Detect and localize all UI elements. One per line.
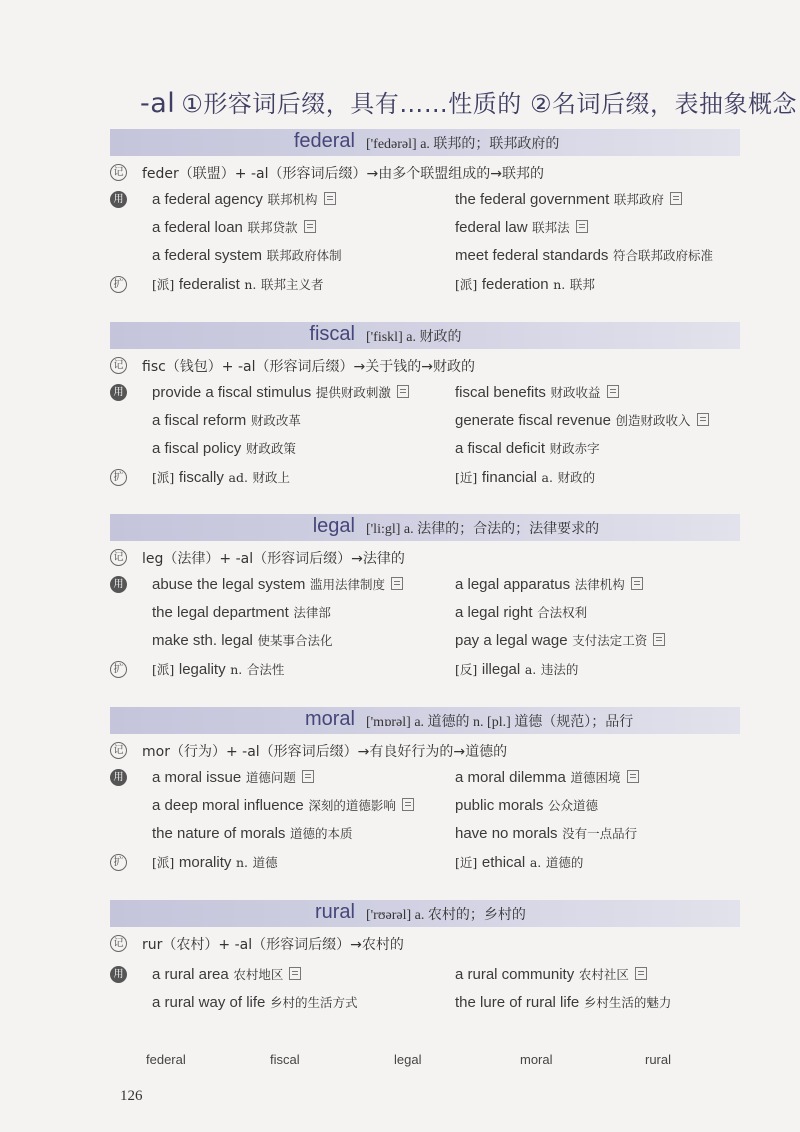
- usage-row: [110, 821, 740, 847]
- extension-tag: [近]: [455, 470, 478, 485]
- title-suffix: -al: [140, 88, 176, 119]
- usage-en: fiscal benefits: [455, 384, 546, 401]
- footer-word: rural: [645, 1052, 672, 1067]
- etymology-row: [110, 353, 740, 379]
- usage-cn: 滥用法律制度: [310, 577, 386, 592]
- usage-cn: 联邦法: [532, 220, 570, 235]
- usage-cn: 联邦政府体制: [266, 248, 342, 263]
- entry-moral: [110, 707, 740, 871]
- footer-word: fiscal: [270, 1052, 300, 1067]
- extension-row: [110, 657, 740, 683]
- usage-cn: 联邦机构: [267, 192, 318, 207]
- usage-en: a rural area: [152, 966, 229, 983]
- usage-en: a rural community: [455, 966, 575, 983]
- usage-item: [152, 824, 353, 842]
- usage-cn: 合法权利: [537, 605, 588, 620]
- extension-pos: a.: [529, 855, 542, 870]
- entry-definition: ['rʊərəl] a. 农村的；乡村的: [366, 908, 526, 923]
- usage-en: a deep moral influence: [152, 797, 304, 814]
- usage-en: a moral dilemma: [455, 769, 566, 786]
- entry-definition: ['fedərəl] a. 联邦的；联邦政府的: [366, 137, 560, 152]
- usage-item: [455, 631, 665, 649]
- usage-en: meet federal standards: [455, 247, 609, 264]
- entry-federal: [110, 129, 740, 293]
- extension-pos: n.: [236, 855, 249, 870]
- usage-cn: 支付法定工资: [572, 633, 648, 648]
- entry-header-bar: [110, 129, 740, 156]
- extension-en: legality: [178, 661, 226, 678]
- usage-cn: 农村地区: [233, 967, 284, 982]
- note-icon: [302, 770, 314, 783]
- extension-pos: n.: [244, 277, 257, 292]
- extension-cn: 合法性: [246, 662, 285, 677]
- usage-en: the legal department: [152, 604, 289, 621]
- usage-row: [110, 187, 740, 213]
- usage-row: [110, 215, 740, 241]
- usage-row: [110, 990, 740, 1016]
- usage-row: [110, 408, 740, 434]
- usage-cn: 财政收益: [550, 385, 601, 400]
- usage-item: [152, 631, 333, 649]
- extension-item: [152, 468, 290, 486]
- usage-en: pay a legal wage: [455, 632, 568, 649]
- etymology-text: rur（农村）+ -al（形容词后缀）→农村的: [142, 937, 404, 953]
- extension-item: [152, 660, 284, 678]
- note-icon: [304, 220, 316, 233]
- extension-item: [455, 660, 578, 678]
- usage-item: [455, 246, 713, 264]
- note-icon: [576, 220, 588, 233]
- usage-cn: 法律部: [293, 605, 331, 620]
- extension-cn: 联邦主义者: [261, 277, 324, 292]
- usage-cn: 财政政策: [245, 441, 296, 456]
- extension-cn: 财政上: [252, 470, 291, 485]
- note-icon: [402, 798, 414, 811]
- usage-cn: 法律机构: [574, 577, 625, 592]
- extension-en: financial: [481, 469, 537, 486]
- entry-word: fiscal: [309, 323, 355, 345]
- entry-legal: [110, 514, 740, 678]
- usage-row: [110, 793, 740, 819]
- usage-en: the federal government: [455, 191, 610, 208]
- extension-tag: [派]: [455, 277, 478, 292]
- note-icon: [289, 967, 301, 980]
- usage-cn: 农村社区: [578, 967, 629, 982]
- entry-definition: ['fiskl] a. 财政的: [366, 330, 462, 345]
- extension-cn: 财政的: [557, 470, 596, 485]
- usage-cn: 联邦贷款: [247, 220, 298, 235]
- usage-en: a moral issue: [152, 769, 242, 786]
- extension-en: illegal: [481, 661, 521, 678]
- title-description: ①形容词后缀，具有……性质的 ②名词后缀，表抽象概念: [181, 90, 797, 118]
- extension-item: [455, 275, 595, 293]
- usage-row: [110, 628, 740, 654]
- entry-word: legal: [312, 515, 355, 537]
- usage-item: [455, 965, 647, 983]
- etymology-row: [110, 738, 740, 764]
- usage-en: abuse the legal system: [152, 576, 306, 593]
- ji-label-icon: 记: [110, 357, 127, 374]
- usage-cn: 财政赤字: [549, 441, 600, 456]
- etymology-text: feder（联盟）+ -al（形容词后缀）→由多个联盟组成的→联邦的: [142, 166, 544, 182]
- usage-item: [152, 190, 336, 208]
- usage-en: a legal apparatus: [455, 576, 571, 593]
- note-icon: [627, 770, 639, 783]
- footer-word: moral: [520, 1052, 553, 1067]
- usage-en: have no morals: [455, 825, 558, 842]
- usage-row: [110, 243, 740, 269]
- usage-item: [152, 796, 414, 814]
- extension-en: federation: [481, 276, 549, 293]
- usage-row: [110, 765, 740, 791]
- note-icon: [397, 385, 409, 398]
- usage-item: [455, 603, 587, 621]
- yong-label-icon: 用: [110, 191, 127, 208]
- entry-word: federal: [293, 130, 355, 152]
- extension-cn: 道德: [252, 855, 278, 870]
- extension-row: [110, 465, 740, 491]
- usage-en: a federal loan: [152, 219, 243, 236]
- usage-cn: 乡村的生活方式: [270, 995, 358, 1010]
- note-icon: [324, 192, 336, 205]
- extension-cn: 联邦: [569, 277, 595, 292]
- usage-en: public morals: [455, 797, 544, 814]
- note-icon: [607, 385, 619, 398]
- etymology-text: fisc（钱包）+ -al（形容词后缀）→关于钱的→财政的: [142, 359, 475, 375]
- usage-cn: 符合联邦政府标准: [613, 248, 714, 263]
- entry-header-bar: [110, 514, 740, 541]
- etymology-text: mor（行为）+ -al（形容词后缀）→有良好行为的→道德的: [142, 744, 508, 760]
- usage-cn: 深刻的道德影响: [308, 798, 396, 813]
- usage-item: [152, 383, 409, 401]
- usage-cn: 道德问题: [245, 770, 296, 785]
- entry-definition: ['mɒrəl] a. 道德的 n. [pl.] 道德（规范）；品行: [366, 715, 634, 730]
- usage-en: a legal right: [455, 604, 533, 621]
- extension-tag: [反]: [455, 662, 478, 677]
- usage-cn: 财政改革: [250, 413, 301, 428]
- kuo-label-icon: 扩: [110, 469, 127, 486]
- yong-label-icon: 用: [110, 576, 127, 593]
- etymology-row: [110, 931, 740, 957]
- usage-en: federal law: [455, 219, 528, 236]
- yong-label-icon: 用: [110, 769, 127, 786]
- usage-en: make sth. legal: [152, 632, 253, 649]
- extension-pos: n.: [230, 662, 243, 677]
- entry-header-bar: [110, 322, 740, 349]
- usage-item: [455, 824, 637, 842]
- usage-row: [110, 600, 740, 626]
- extension-cn: 道德的: [545, 855, 584, 870]
- kuo-label-icon: 扩: [110, 854, 127, 871]
- usage-cn: 公众道德: [547, 798, 598, 813]
- usage-item: [152, 768, 314, 786]
- usage-item: [455, 190, 682, 208]
- extension-tag: [派]: [152, 662, 175, 677]
- usage-item: [455, 383, 619, 401]
- yong-label-icon: 用: [110, 384, 127, 401]
- usage-en: a rural way of life: [152, 994, 266, 1011]
- extension-row: [110, 272, 740, 298]
- extension-en: federalist: [178, 276, 240, 293]
- usage-item: [455, 993, 671, 1011]
- note-icon: [635, 967, 647, 980]
- yong-label-icon: 用: [110, 966, 127, 983]
- extension-tag: [派]: [152, 855, 175, 870]
- usage-item: [152, 575, 403, 593]
- usage-en: a fiscal reform: [152, 412, 247, 429]
- usage-cn: 乡村生活的魅力: [583, 995, 672, 1010]
- usage-en: a fiscal deficit: [455, 440, 546, 457]
- extension-item: [152, 275, 324, 293]
- usage-en: the lure of rural life: [455, 994, 580, 1011]
- usage-en: a federal agency: [152, 191, 263, 208]
- usage-cn: 没有一点品行: [562, 826, 638, 841]
- extension-item: [455, 468, 595, 486]
- usage-item: [455, 411, 709, 429]
- usage-item: [152, 965, 301, 983]
- extension-en: morality: [178, 854, 232, 871]
- extension-en: fiscally: [178, 469, 224, 486]
- usage-item: [455, 575, 643, 593]
- usage-en: provide a fiscal stimulus: [152, 384, 312, 401]
- entry-definition: ['li:gl] a. 法律的；合法的；法律要求的: [366, 522, 600, 537]
- usage-cn: 道德的本质: [290, 826, 353, 841]
- footer-word: federal: [146, 1052, 186, 1067]
- note-icon: [391, 577, 403, 590]
- usage-item: [152, 218, 316, 236]
- usage-item: [152, 439, 296, 457]
- note-icon: [697, 413, 709, 426]
- extension-pos: a.: [541, 470, 553, 485]
- entry-fiscal: [110, 322, 740, 486]
- usage-cn: 使某事合法化: [257, 633, 333, 648]
- usage-en: the nature of morals: [152, 825, 286, 842]
- extension-item: [152, 853, 278, 871]
- usage-item: [152, 246, 342, 264]
- extension-tag: [近]: [455, 855, 478, 870]
- usage-row: [110, 436, 740, 462]
- extension-tag: [派]: [152, 277, 175, 292]
- ji-label-icon: 记: [110, 935, 127, 952]
- extension-cn: 违法的: [540, 662, 579, 677]
- extension-tag: [派]: [152, 470, 175, 485]
- ji-label-icon: 记: [110, 164, 127, 181]
- usage-en: generate fiscal revenue: [455, 412, 611, 429]
- usage-row: [110, 962, 740, 988]
- note-icon: [653, 633, 665, 646]
- entry-header-bar: [110, 707, 740, 734]
- note-icon: [670, 192, 682, 205]
- usage-row: [110, 572, 740, 598]
- usage-row: [110, 380, 740, 406]
- etymology-row: [110, 160, 740, 186]
- entry-header-bar: [110, 900, 740, 927]
- extension-row: [110, 850, 740, 876]
- page-number: 126: [120, 1088, 143, 1104]
- usage-cn: 提供财政刺激: [315, 385, 391, 400]
- page-title: [140, 84, 797, 119]
- ji-label-icon: 记: [110, 549, 127, 566]
- usage-item: [455, 768, 639, 786]
- kuo-label-icon: 扩: [110, 661, 127, 678]
- usage-item: [455, 439, 600, 457]
- usage-cn: 创造财政收入: [615, 413, 691, 428]
- usage-item: [152, 411, 301, 429]
- usage-item: [455, 796, 598, 814]
- usage-en: a federal system: [152, 247, 263, 264]
- extension-en: ethical: [481, 854, 526, 871]
- usage-item: [152, 993, 358, 1011]
- note-icon: [631, 577, 643, 590]
- entry-word: rural: [314, 901, 355, 923]
- usage-item: [455, 218, 588, 236]
- usage-cn: 道德困境: [570, 770, 621, 785]
- entry-rural: [110, 900, 740, 1011]
- usage-en: a fiscal policy: [152, 440, 242, 457]
- usage-item: [152, 603, 331, 621]
- kuo-label-icon: 扩: [110, 276, 127, 293]
- entry-word: moral: [304, 708, 355, 730]
- etymology-text: leg（法律）+ -al（形容词后缀）→法律的: [142, 551, 405, 567]
- extension-pos: n.: [553, 277, 566, 292]
- ji-label-icon: 记: [110, 742, 127, 759]
- usage-cn: 联邦政府: [613, 192, 664, 207]
- extension-pos: a.: [524, 662, 537, 677]
- extension-pos: ad.: [228, 470, 248, 485]
- extension-item: [455, 853, 583, 871]
- footer-word: legal: [394, 1052, 422, 1067]
- etymology-row: [110, 545, 740, 571]
